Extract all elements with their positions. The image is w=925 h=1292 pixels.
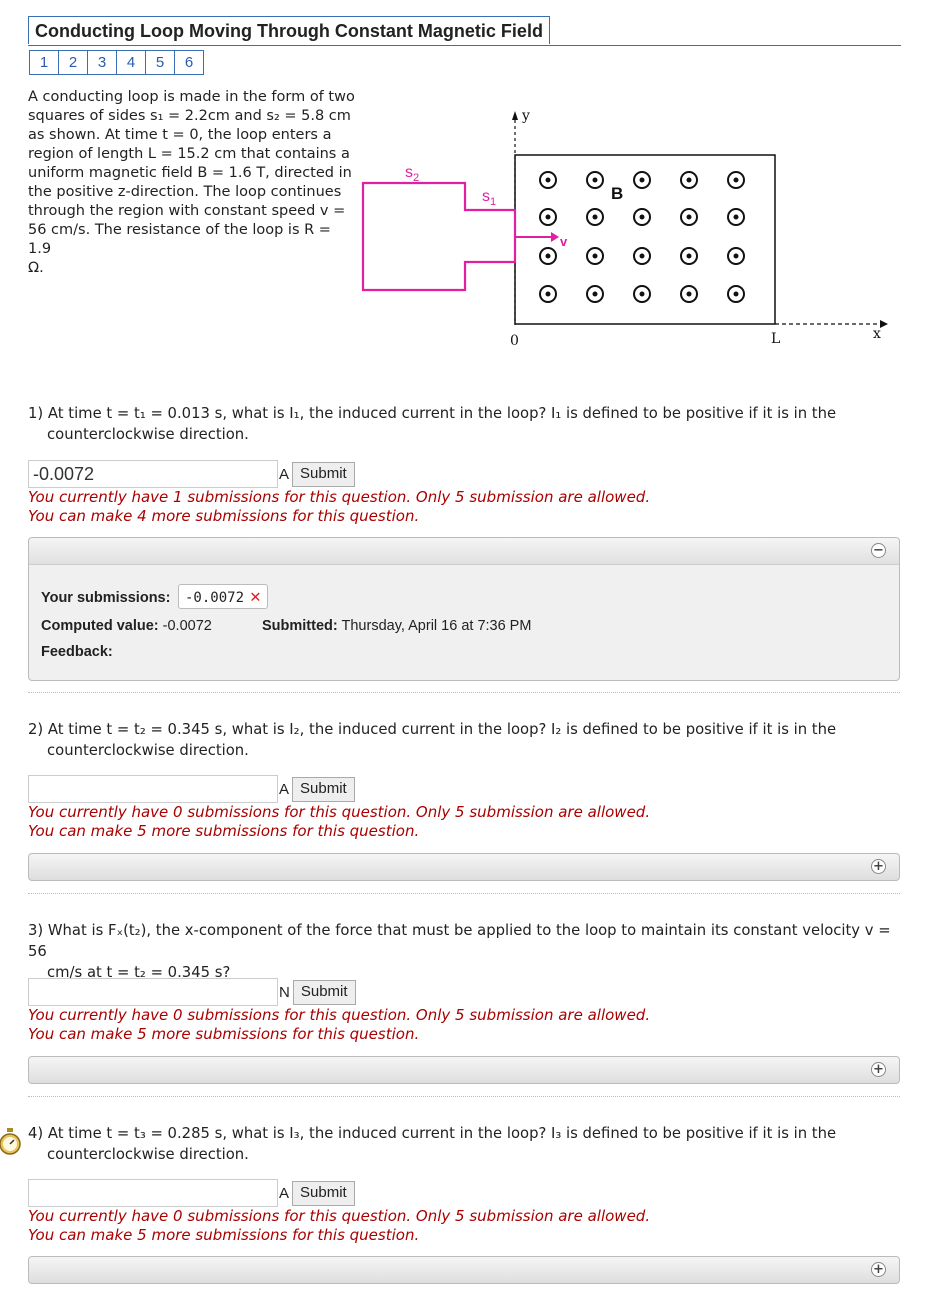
field-dot-center	[734, 254, 739, 259]
notice-line: You can make 5 more submissions for this question.	[28, 1226, 420, 1244]
submission-notice-3	[28, 1006, 650, 1044]
field-dot-center	[640, 215, 645, 220]
page-title: Conducting Loop Moving Through Constant Magnetic Field	[28, 16, 550, 44]
tab-1[interactable]: 1	[30, 51, 59, 74]
answer-row-4	[28, 1179, 355, 1207]
problem-line: region of length L = 15.2 cm that contains a	[28, 146, 350, 162]
notice-line: You currently have 0 submissions for this question. Only 5 submission are allowed.	[28, 803, 651, 821]
answer-input-3[interactable]	[28, 978, 278, 1006]
field-dot-center	[734, 178, 739, 183]
answer-input-1[interactable]: -0.0072	[28, 460, 278, 488]
panel-header[interactable]	[29, 538, 899, 565]
submission-chip	[178, 584, 268, 609]
question-number: 4)	[28, 1125, 44, 1142]
x-axis-label: x	[873, 326, 881, 342]
expand-icon[interactable]: +	[871, 859, 886, 874]
y-axis-label: y	[522, 108, 530, 124]
submitted-label: Submitted:	[262, 618, 338, 634]
field-dot-center	[687, 178, 692, 183]
submission-panel-1	[28, 537, 900, 681]
problem-line: through the region with constant speed v =	[28, 203, 346, 219]
problem-line: 56 cm/s. The resistance of the loop is R = 1.9	[28, 222, 331, 257]
s2-label: $s_2$	[405, 164, 420, 184]
problem-line: the positive z-direction. The loop continues	[28, 184, 342, 200]
notice-line: You currently have 0 submissions for this question. Only 5 submission are allowed.	[28, 1207, 651, 1225]
stopwatch-icon	[0, 1127, 22, 1157]
problem-line: squares of sides s₁ = 2.2cm and s₂ = 5.8 cm	[28, 108, 351, 124]
velocity-arrowhead	[551, 232, 559, 242]
submission-panel-3[interactable]	[28, 1056, 900, 1084]
notice-line: You currently have 1 submissions for this question. Only 5 submission are allowed.	[28, 488, 651, 506]
question-1	[28, 403, 898, 445]
submission-panel-4[interactable]	[28, 1256, 900, 1284]
unit-label: A	[279, 465, 290, 483]
velocity-label: v	[560, 234, 568, 249]
feedback-label: Feedback:	[41, 644, 113, 660]
field-dot-center	[734, 292, 739, 297]
x-mark-icon: ✕	[250, 586, 261, 607]
question-text-cont: counterclockwise direction.	[47, 742, 249, 759]
unit-label: N	[279, 983, 290, 1001]
s1-label: $s_1$	[482, 188, 497, 208]
field-dot-center	[593, 215, 598, 220]
submit-button-4[interactable]: Submit	[292, 1181, 355, 1206]
field-dot-center	[640, 178, 645, 183]
field-dot-center	[593, 254, 598, 259]
field-dot-center	[640, 254, 645, 259]
field-dot-center	[546, 215, 551, 220]
field-dot-center	[687, 254, 692, 259]
submission-notice-1	[28, 488, 650, 526]
problem-line: Ω.	[28, 260, 44, 276]
submit-button-2[interactable]: Submit	[292, 777, 355, 802]
field-dot-center	[687, 292, 692, 297]
title-bar	[28, 16, 901, 46]
expand-icon[interactable]: +	[871, 1262, 886, 1277]
divider	[28, 1096, 900, 1097]
unit-label: A	[279, 780, 290, 798]
problem-statement	[28, 88, 358, 278]
collapse-icon[interactable]: −	[871, 543, 886, 558]
question-4	[28, 1123, 898, 1165]
tab-3[interactable]: 3	[88, 51, 117, 74]
question-text: At time t = t₁ = 0.013 s, what is I₁, the induced current in the loop? I₁ is defined to be positive if it is in the	[47, 405, 837, 422]
submit-button-3[interactable]: Submit	[293, 980, 356, 1005]
loop-field-diagram	[355, 100, 895, 350]
question-text: What is Fₓ(t₂), the x-component of the force that must be applied to the loop to maintain its constant velocity v = 56	[28, 922, 891, 960]
problem-line: A conducting loop is made in the form of two	[28, 89, 355, 105]
question-text: At time t = t₃ = 0.285 s, what is I₃, the induced current in the loop? I₃ is defined to be positive if it is in the	[47, 1125, 837, 1142]
computed-value: -0.0072	[162, 618, 212, 634]
field-dot-center	[593, 292, 598, 297]
length-label: L	[771, 331, 781, 347]
question-text-cont: counterclockwise direction.	[47, 426, 249, 443]
notice-line: You can make 5 more submissions for this question.	[28, 822, 420, 840]
answer-input-2[interactable]	[28, 775, 278, 803]
part-tabs	[29, 50, 204, 75]
submitted-row	[262, 618, 531, 634]
answer-row-2	[28, 775, 355, 803]
submission-value: -0.0072	[185, 590, 245, 606]
submission-notice-2	[28, 803, 650, 841]
question-text: At time t = t₂ = 0.345 s, what is I₂, the induced current in the loop? I₂ is defined to be positive if it is in the	[47, 721, 837, 738]
field-dot-center	[546, 254, 551, 259]
field-dot-center	[546, 178, 551, 183]
origin-label: 0	[510, 333, 519, 349]
notice-line: You can make 4 more submissions for this question.	[28, 507, 420, 525]
submit-button-1[interactable]: Submit	[292, 462, 355, 487]
computed-row	[41, 618, 212, 634]
question-2	[28, 719, 898, 761]
question-number: 1)	[28, 405, 44, 422]
axes	[512, 111, 888, 328]
answer-row-1	[28, 460, 355, 488]
question-number: 3)	[28, 922, 44, 939]
divider	[28, 893, 900, 894]
field-dot-center	[640, 292, 645, 297]
tab-4[interactable]: 4	[117, 51, 146, 74]
tab-2[interactable]: 2	[59, 51, 88, 74]
notice-line: You can make 5 more submissions for this question.	[28, 1025, 420, 1043]
field-dot-center	[734, 215, 739, 220]
field-dot-center	[593, 178, 598, 183]
answer-row-3	[28, 978, 356, 1006]
submission-notice-4	[28, 1207, 650, 1245]
field-dots	[540, 172, 744, 302]
submitted-value: Thursday, April 16 at 7:36 PM	[341, 618, 532, 634]
tab-5[interactable]: 5	[146, 51, 175, 74]
question-number: 2)	[28, 721, 44, 738]
your-submissions-label: Your submissions:	[41, 590, 171, 606]
submission-panel-2[interactable]	[28, 853, 900, 881]
question-text-cont: counterclockwise direction.	[47, 1146, 249, 1163]
unit-label: A	[279, 1184, 290, 1202]
field-dot-center	[687, 215, 692, 220]
field-dot-center	[546, 292, 551, 297]
problem-line: uniform magnetic field B = 1.6 T, directed in	[28, 165, 352, 181]
notice-line: You currently have 0 submissions for this question. Only 5 submission are allowed.	[28, 1006, 651, 1024]
divider	[28, 692, 900, 693]
expand-icon[interactable]: +	[871, 1062, 886, 1077]
field-label-b: B	[611, 184, 624, 203]
computed-label: Computed value:	[41, 618, 159, 634]
answer-input-4[interactable]	[28, 1179, 278, 1207]
problem-line: as shown. At time t = 0, the loop enters a	[28, 127, 332, 143]
question-text-cont: cm/s at t = t₂ = 0.345 s?	[47, 964, 231, 981]
question-3	[28, 920, 898, 983]
tab-6[interactable]: 6	[184, 54, 194, 71]
